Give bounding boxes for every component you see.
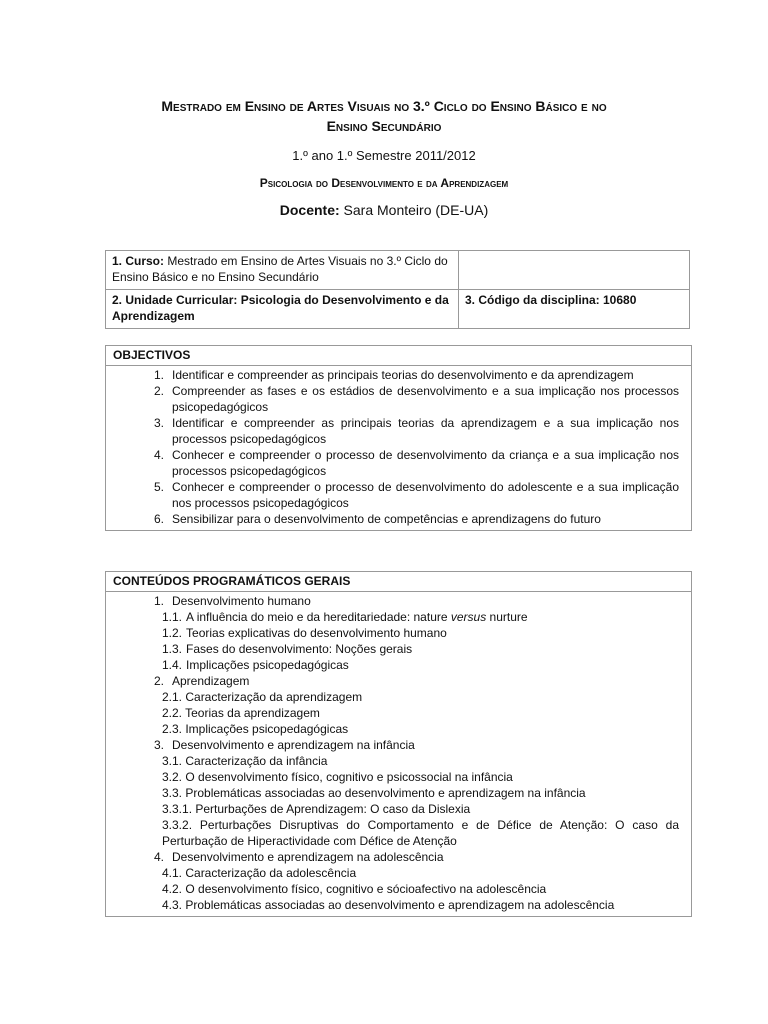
item-number: 1.: [153, 594, 164, 608]
list-item: 3.3.2. Perturbações Disruptivas do Comportamento e de Défice de Atenção: O caso da Perturbação de Hiperactividade com Défice de Atenção: [162, 818, 679, 848]
item-text-part: A influência do meio e da hereditariedade: nature: [186, 610, 451, 624]
unidade-label: 2. Unidade Curricular:: [112, 293, 238, 307]
course-name-heading: Psicologia do Desenvolvimento e da Aprendizagem: [259, 176, 509, 190]
item-number: 1.3.: [162, 642, 183, 656]
item-text: [186, 609, 528, 625]
list-item: [116, 641, 683, 657]
unidade-value: Psicologia do Desenvolvimento e da Aprendizagem: [112, 293, 449, 323]
item-number: 1.2.: [162, 626, 183, 640]
codigo-cell: [459, 290, 690, 329]
docente-value: Sara Monteiro (DE-UA): [343, 202, 489, 218]
list-item: [116, 609, 683, 625]
item-number: 3.: [153, 416, 164, 430]
item-number: 2.: [153, 384, 164, 398]
title-line-1: Mestrado em Ensino de Artes Visuais no 3.º Ciclo do Ensino Básico e no: [161, 98, 607, 114]
objectives-list: [106, 366, 691, 530]
item-text: Desenvolvimento e aprendizagem na adolescência: [172, 850, 444, 864]
list-item: [116, 593, 683, 609]
list-item: 4.3. Problemáticas associadas ao desenvolvimento e aprendizagem na adolescência: [162, 898, 615, 912]
item-number: 4.: [153, 448, 164, 462]
docente-label: Docente:: [279, 202, 340, 218]
contents-list: [106, 592, 691, 916]
item-number: 5.: [153, 480, 164, 494]
course-info-table: [105, 250, 690, 329]
curso-cell: [106, 251, 459, 290]
unidade-cell: [106, 290, 459, 329]
codigo-label: 3. Código da disciplina: 10680: [465, 293, 637, 307]
item-text: Conhecer e compreender o processo de desenvolvimento da criança e a sua implicação nos processos psicopedagógicos: [172, 448, 679, 478]
item-text: Teorias explicativas do desenvolvimento humano: [186, 626, 447, 640]
item-text: Desenvolvimento e aprendizagem na infância: [172, 738, 415, 752]
item-number: 1.4.: [162, 658, 183, 672]
title-line-2: Ensino Secundário: [326, 118, 442, 134]
list-item: [116, 479, 683, 511]
list-item: 3.1. Caracterização da infância: [162, 754, 328, 768]
list-item: 2.2. Teorias da aprendizagem: [162, 706, 320, 720]
list-item: 3.2. O desenvolvimento físico, cognitivo e psicossocial na infância: [162, 770, 513, 784]
item-text: Compreender as fases e os estádios de desenvolvimento e a sua implicação nos processos psicopedagógicos: [172, 384, 679, 414]
list-item: [116, 849, 683, 865]
list-item: [116, 673, 683, 689]
item-text: Aprendizagem: [172, 674, 250, 688]
list-item: [116, 511, 683, 527]
item-text: Identificar e compreender as principais teorias da aprendizagem e a sua implicação nos processos psicopedagógicos: [172, 416, 679, 446]
empty-cell: [459, 251, 690, 290]
item-text: Fases do desenvolvimento: Noções gerais: [186, 642, 413, 656]
document-title: [100, 96, 668, 136]
list-item: [116, 625, 683, 641]
table-row: [106, 251, 690, 290]
item-number: 4.: [153, 850, 164, 864]
item-text-emphasis: versus: [450, 610, 487, 624]
list-item: [116, 383, 683, 415]
list-item: 4.1. Caracterização da adolescência: [162, 866, 357, 880]
curso-value: Mestrado em Ensino de Artes Visuais no 3.º Ciclo do Ensino Básico e no Ensino Secundário: [112, 254, 448, 284]
item-text-part: nurture: [486, 610, 528, 624]
list-item: [116, 737, 683, 753]
item-text: Sensibilizar para o desenvolvimento de competências e aprendizagens do futuro: [172, 512, 601, 526]
item-number: 2.: [153, 674, 164, 688]
list-item: 3.3. Problemáticas associadas ao desenvolvimento e aprendizagem na infância: [162, 786, 586, 800]
list-item: 3.3.1. Perturbações de Aprendizagem: O caso da Dislexia: [162, 802, 471, 816]
list-item: [116, 447, 683, 479]
docente-line: [100, 202, 668, 218]
list-item: 2.3. Implicações psicopedagógicas: [162, 722, 349, 736]
item-text: Implicações psicopedagógicas: [186, 658, 349, 672]
item-number: 1.1.: [162, 610, 183, 624]
objectives-box: [105, 345, 692, 531]
contents-box: [105, 571, 692, 917]
curso-label: 1. Curso:: [112, 254, 165, 268]
item-text: Desenvolvimento humano: [172, 594, 311, 608]
list-item: [116, 657, 683, 673]
list-item: 4.2. O desenvolvimento físico, cognitivo e sócioafectivo na adolescência: [162, 882, 547, 896]
item-text: Identificar e compreender as principais teorias do desenvolvimento e da aprendizagem: [172, 368, 634, 382]
contents-heading: CONTEÚDOS PROGRAMÁTICOS GERAIS: [106, 572, 691, 592]
item-text: Conhecer e compreender o processo de desenvolvimento do adolescente e a sua implicação nos processos psicopedagógicos: [172, 480, 679, 510]
table-row: [106, 290, 690, 329]
item-number: 3.: [153, 738, 164, 752]
list-item: [116, 367, 683, 383]
item-number: 1.: [153, 368, 164, 382]
list-item: [116, 415, 683, 447]
item-number: 6.: [153, 512, 164, 526]
objectives-heading: OBJECTIVOS: [106, 346, 691, 366]
list-item: 2.1. Caracterização da aprendizagem: [162, 690, 363, 704]
semester-subtitle: 1.º ano 1.º Semestre 2011/2012: [292, 148, 476, 163]
